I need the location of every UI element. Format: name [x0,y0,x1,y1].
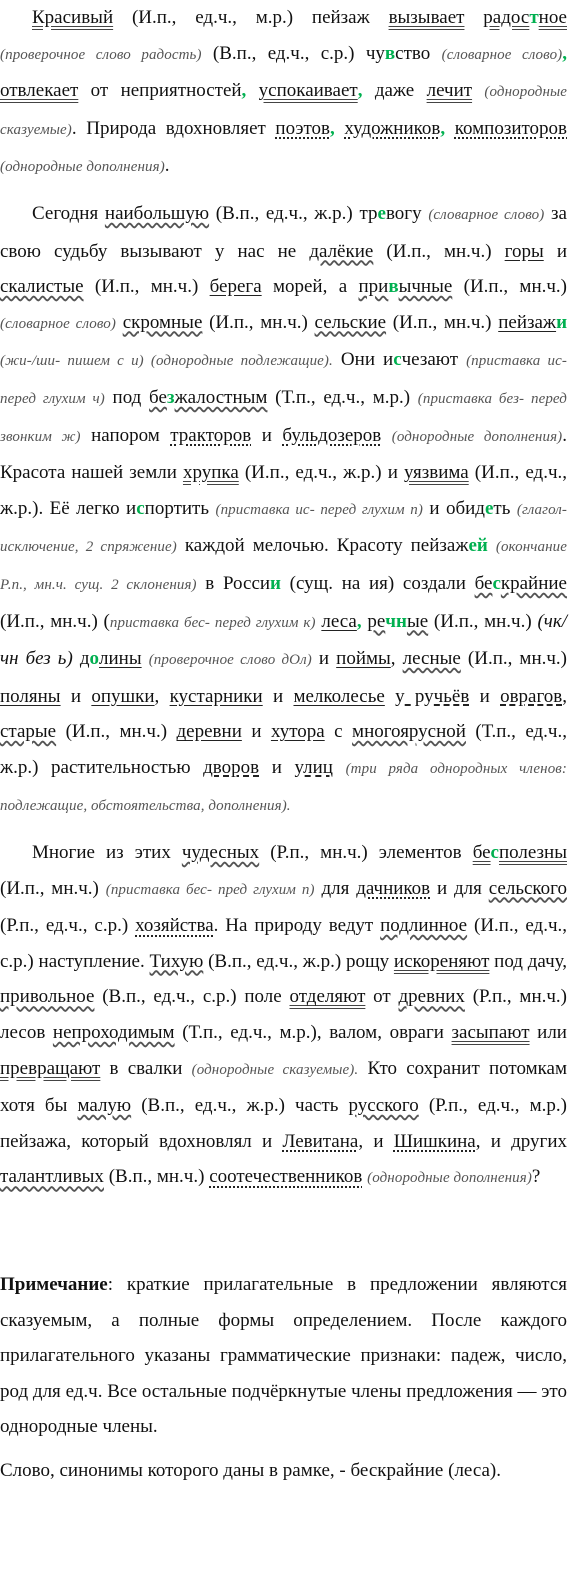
predicate-word: полезны [498,842,567,864]
highlighted-letter: с [490,842,499,864]
highlighted-letter: о [89,648,100,670]
object-word: тракторов [170,424,252,446]
adjective-word: бе [149,386,167,408]
text-segment [472,80,484,101]
text-segment: ство [395,42,442,64]
adjective-word: непроходимым [52,1022,175,1044]
predicate-word: лечит [426,80,473,102]
adjective-word: чудесных [181,842,260,864]
predicate-word: вызывает [388,7,465,28]
text-segment: (И.п., ед.ч., м.р.) пейзаж [113,7,389,28]
text-segment [73,648,80,669]
annotation-note: приставка бес- перед глухим к) [109,614,316,631]
annotation-note: (однородные дополнения) [367,1170,532,1187]
adjective-word: наибольшую [104,202,210,224]
text-segment: (И.п., мн.ч.) [373,240,505,262]
highlighted-letter: , [357,80,363,102]
highlighted-letter: , [562,42,568,64]
annotation-note: (однородные сказуемые) [0,84,567,138]
annotation-note: (проверочное слово дОл) [148,652,312,669]
adjective-word: ре [367,610,386,632]
adjective-word: сельские [314,311,387,333]
adverbial-word: оврагов [500,685,563,707]
adverbial-word: улиц [294,756,333,778]
text-segment: ? [531,1166,541,1188]
text-segment: в свалки [100,1057,192,1079]
annotation-note: (окончание Р.п., мн.ч. сущ. 2 склонения) [0,539,567,593]
highlighted-letter: е [484,497,494,519]
text-segment: или [529,1022,567,1044]
highlighted-letter: и [270,572,281,594]
note-text: : краткие прилагательные в предложении являются сказуемым, а полные формы определением. После каждого прилагательного указаны грамматические признаки: падеж, число, род для ед.ч. Все остальные подчёркнутые члены предложения — это однородные члены. [0,1274,567,1438]
text-segment [335,118,345,139]
adverbial-word: у ручьёв [395,685,470,707]
predicate-word: хрупка [182,462,239,484]
highlighted-letter: с [136,497,145,519]
text-segment: с [324,721,353,743]
text-segment: (В.п., ед.ч., с.р.) чу [201,42,385,64]
adjective-word: сельского [488,877,567,899]
text-segment: и [251,424,283,446]
text-segment: (Т.п., ед.ч., м.р.) [267,386,418,408]
text-segment [385,686,395,707]
annotation-note: (жи-/ши- пишем с и) (однородные подлежащие). [0,353,333,370]
predicate-word: ное [538,7,567,28]
text-segment: , [154,685,170,707]
adjective-word: далёкие [309,240,374,262]
adverbial-word: дворов [203,756,260,778]
text-segment: и для [430,877,489,899]
text-segment: (И.п., ед.ч., ж.р.). Её легко [0,462,567,519]
object-word: Шишкина [393,1130,476,1152]
text-segment [464,7,483,28]
text-segment: (В.п., ед.ч., ж.р.) рощу [203,950,394,972]
text-segment [116,312,123,333]
text-segment: (В.п., ед.ч., ж.р.) часть [131,1095,349,1117]
underlined-word: д [79,648,90,670]
text-segment [488,535,496,556]
object-word: художников [344,117,441,139]
spacer [0,186,567,196]
text-segment: напором [80,424,171,446]
text-segment: Многие из этих [32,842,182,864]
annotation-note: (глагол-исключение, 2 спряжение) [0,501,568,556]
underlined-word: поймы [336,648,391,670]
text-segment: и [60,685,92,707]
text-segment [142,648,149,669]
adjective-word: талантливых [0,1166,104,1188]
text-segment: Они и [332,349,394,371]
text-segment: (И.п., мн.ч.) [83,276,210,298]
text-segment: (И.п., мн.ч.) [386,311,499,333]
text-segment: даже [362,80,427,102]
text-segment: для [314,877,357,899]
predicate-word: бе [472,842,491,864]
italic-note: (чк/чн без ь) [0,610,568,670]
underlined-word: поляны [0,685,61,707]
adjective-word: скалистые [0,276,84,298]
text-segment: вогу [385,202,429,224]
text-segment: и [543,240,567,262]
text-segment: (И.п., мн.ч.) ( [0,610,110,632]
object-word: поэтов [275,117,331,139]
annotation-note: (однородные сказуемые). [191,1061,359,1078]
annotation-note: (три ряда однородных членов: подлежащие, обстоятельства, дополнения). [0,760,568,815]
highlighted-letter: с [492,572,501,594]
text-segment: . Красота нашей земли [0,424,567,484]
object-word: композиторов [454,117,568,139]
text-segment: (И.п., мн.ч.) [452,276,567,298]
text-segment: за свою судьбу вызывают у нас не [0,202,567,262]
text-segment: (И.п., мн.ч.) [460,648,568,670]
underlined-word: кустарники [169,685,263,707]
highlighted-letter: и [556,311,568,333]
object-word: дачников [356,877,431,899]
text-segment: и [126,497,137,519]
text-segment: чезают [401,349,467,371]
text-segment: и [311,648,337,670]
text-segment: (И.п., мн.ч.) [428,610,538,632]
spacer [0,1445,567,1453]
text-segment: (И.п., ед.ч., с.р.) наступление. [0,915,568,972]
adjective-word: бе [474,572,493,594]
predicate-word: уязвима [403,462,469,484]
annotation-note: (однородные дополнения) [391,428,563,445]
predicate-word: засыпают [451,1022,530,1044]
underlined-word: пейзаж [498,311,557,333]
highlighted-letter: в [388,276,399,298]
annotation-note: (словарное слово) [441,46,563,63]
underlined-word: берега [209,276,262,298]
highlighted-letter: , [356,610,362,632]
text-segment [381,425,391,446]
highlighted-letter: , [440,117,446,139]
text-segment: ть [493,497,517,519]
underlined-word: горы [504,240,544,262]
text-segment: . Природа вдохновляет [71,117,276,139]
text-segment: и [469,685,501,707]
object-word: хозяйства [135,915,214,937]
highlighted-letter: е [377,202,386,224]
annotation-note: (приставка без- перед звонким ж) [0,390,568,445]
text-segment: и [259,756,295,778]
text-segment: портить [144,497,216,519]
text-segment: Кто сохранит потомкам хотя бы [0,1057,568,1117]
adjective-word: подлинное [380,915,468,937]
annotation-note: (приставка ис- перед глухим п) [215,501,423,518]
adjective-word: скромные [122,311,203,333]
text-segment: (В.п., мн.ч.) [103,1166,210,1188]
text-segment: , [390,648,403,670]
highlighted-letter: с [393,349,402,371]
adjective-word: многоярусной [352,721,466,743]
text-segment: под дачу, [489,950,567,972]
adjective-word: жалостным [174,386,268,408]
highlighted-letter: ей [468,535,488,557]
text-segment: от [365,986,399,1008]
text-segment: и обид [422,497,485,519]
underlined-word: опушки [91,685,155,707]
adjective-word: древних [398,986,465,1008]
text-segment: (И.п., мн.ч.) [56,721,177,743]
spacer [0,825,567,835]
text-segment: и [241,721,271,743]
paragraph-1 [0,0,567,186]
predicate-word: отвлекает [0,80,79,102]
predicate-word: превращают [0,1057,101,1079]
highlighted-letter: т [529,7,539,28]
adjective-word: Тихую [149,950,204,972]
text-segment: , и других [475,1130,567,1152]
text-segment: (сущ. на ия) создали [281,572,475,594]
text-segment: (И.п., мн.ч.) [202,311,315,333]
text-segment [333,757,346,778]
text-segment: каждой мелочью. Красоту пейзаж [176,535,469,557]
annotation-note: (проверочное слово радость) [0,46,202,63]
text-segment: (И.п., ед.ч., ж.р.) и [238,462,404,484]
predicate-word: успокаивает [258,80,358,102]
text-segment: в Росси [196,572,271,594]
text-segment [445,118,455,139]
adjective-word: старые [0,721,57,743]
text-segment: от неприятностей [78,80,242,102]
highlighted-letter: , [330,117,335,139]
spacer [0,1197,567,1267]
adjective-word: малую [77,1095,132,1117]
object-word: бульдозеров [282,424,382,446]
adjective-word: русского [348,1095,419,1117]
predicate-word: отделяют [289,986,366,1008]
text-segment: (И.п., мн.ч.) [0,877,106,899]
text-segment: (Р.п., мн.ч.) элементов [259,842,473,864]
underlined-word: деревни [176,721,242,743]
text-segment: . На природу ведут [213,915,381,937]
text-segment: (В.п., ед.ч., с.р.) поле [94,986,290,1008]
adjective-word: при [358,276,389,298]
paragraph-3 [0,835,567,1197]
underlined-word: мелколесье [293,685,385,707]
text-segment: (Т.п., ед.ч., м.р.), валом, овраги [174,1022,452,1044]
text-segment: . [164,155,170,177]
adjective-word: лесные [402,648,461,670]
predicate-word: радос [483,7,530,28]
annotation-note: (словарное слово) [428,206,545,223]
note-label: Примечание [0,1274,108,1295]
highlighted-letter: з [166,386,175,408]
annotation-note: (однородные дополнения) [0,159,165,176]
object-word: Левитана [282,1130,359,1152]
text-segment: , и [358,1130,394,1152]
text-segment: (Р.п., ед.ч., с.р.) [0,915,136,937]
last-line: Слово, синонимы которого даны в рамке, - бескрайние (леса). [0,1459,502,1481]
highlighted-letter: в [384,42,396,64]
underlined-word: хутора [270,721,325,743]
paragraph-2 [0,196,567,825]
underlined-word: лины [99,648,142,670]
note-paragraph [0,1267,567,1445]
adjective-word: крайние [500,572,567,594]
object-word: соотечественников [209,1166,363,1188]
predicate-word: Красивый [32,7,114,28]
text-segment: Сегодня [32,202,105,224]
text-segment: и [262,685,294,707]
highlighted-letter: чн [385,610,407,632]
text-segment: (Р.п., мн.ч.) лесов [0,986,567,1044]
annotation-note: (словарное слово) [0,315,116,332]
text-segment: , [562,685,568,707]
text-segment: (В.п., ед.ч., ж.р.) тр [209,202,378,224]
highlighted-letter: , [241,80,247,102]
adjective-word: привольное [0,986,95,1008]
text-segment [246,80,258,101]
adjective-word: ычные [398,276,453,298]
adjective-word: ые [406,610,429,632]
text-segment: под [104,386,150,408]
text-segment: морей, а [261,276,359,298]
underlined-word: леса [321,610,357,632]
annotation-note: (приставка ис- перед глухим ч) [0,353,567,407]
text-segment: (Т.п., ед.ч., ж.р.) растительностью [0,721,567,778]
text-segment: (Р.п., ед.ч., м.р.) пейзажа, который вдохновлял и [0,1095,567,1152]
predicate-word: искореняют [393,950,490,972]
annotation-note: (приставка бес- пред глухим п) [105,881,315,898]
